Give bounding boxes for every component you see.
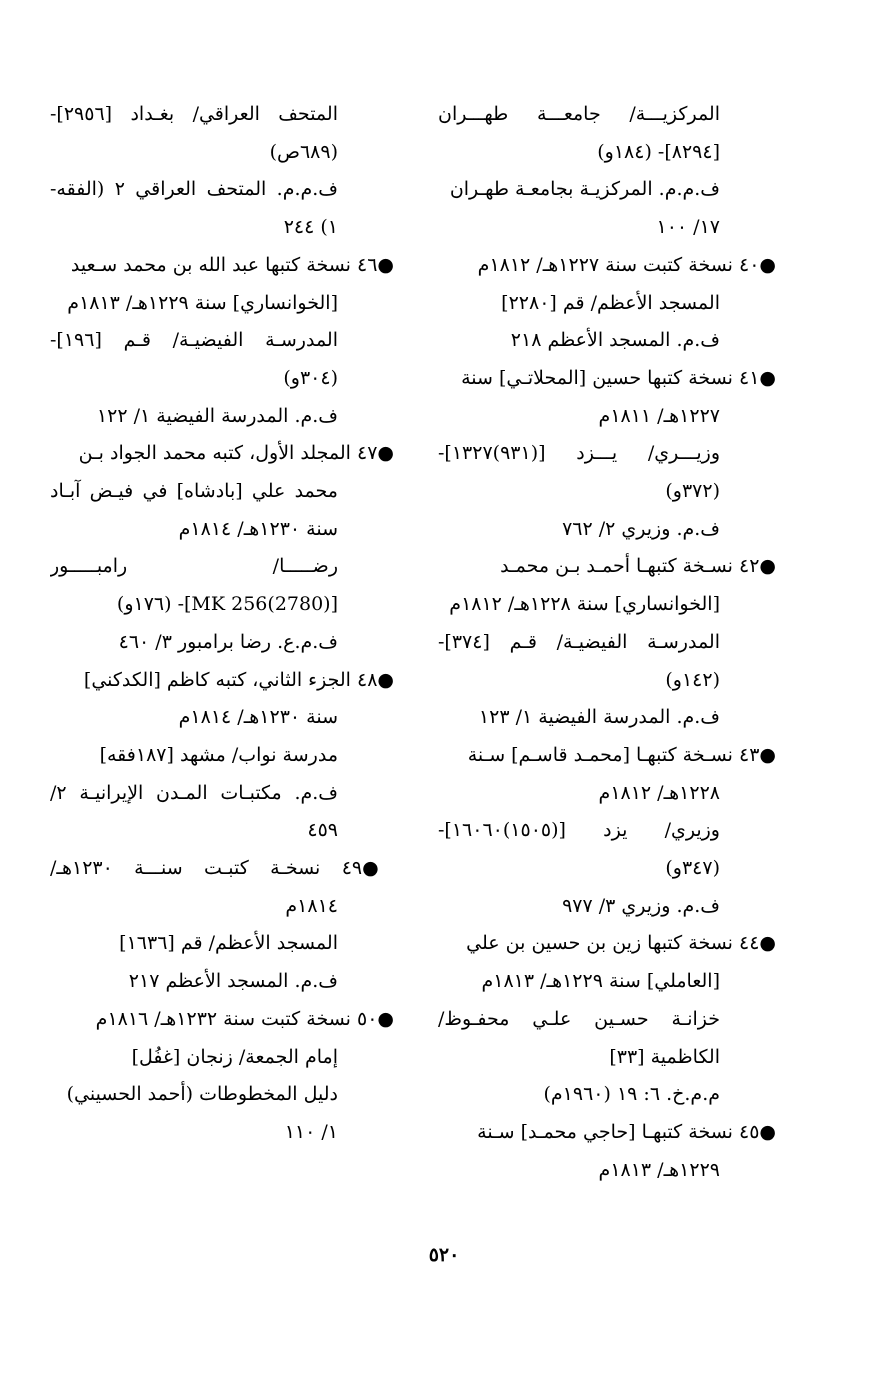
entry-line: وزيـــري/ يـــزد [(٩٣١)١٣٢٧]- [438, 442, 720, 465]
entry-line: سنة ١٢٣٠هـ/ ١٨١٤م [178, 517, 338, 540]
entry-line: ١٢٢٧هـ/ ١٨١١م [598, 404, 720, 427]
entry-line: ف.م. وزيري ٢/ ٧٦٢ [562, 517, 720, 540]
entry-line: ف.م. المدرسة الفيضية ١/ ١٢٢ [96, 404, 338, 427]
entry-line: ف.م. المسجد الأعظم ٢١٨ [510, 329, 720, 352]
entry-line: ١٢٢٨هـ/ ١٨١٢م [598, 781, 720, 804]
entry-line: [(2780)256 MK]- (١٧٦و) [116, 593, 338, 616]
entry-line: ١/ ١١٠ [284, 1120, 338, 1143]
entry-line: ف.م.م. المتحف العراقي ٢ (الفقه- [50, 178, 338, 201]
entry-line: م.م.خ. ٦: ١٩ (١٩٦٠م) [543, 1083, 720, 1106]
entry-40 [438, 247, 776, 360]
entry-line: المركزيـــة/ جامعـــة طهـــران [438, 103, 720, 125]
entry-41 [438, 360, 776, 549]
entry-line: ١٧/ ١٠٠ [656, 216, 720, 239]
entry-line: ●٤١ نسخة كتبها حسين [المحلاتـي] سنة [461, 366, 776, 389]
entry-line: ٤٥٩ [307, 819, 338, 842]
entry-line: رضـــــا/ رامبـــــور [50, 555, 338, 578]
entry-continuation [50, 96, 394, 247]
entry-line: إمام الجمعة/ زنجان [غفُل] [131, 1045, 338, 1068]
entry-line: ●٥٠ نسخة كتبت سنة ١٢٣٢هـ/ ١٨١٦م [95, 1007, 394, 1030]
entry-line: ●٤٤ نسخة كتبها زين بن حسين بن علي [466, 932, 776, 955]
entry-line: (٣٤٧و) [665, 857, 720, 880]
entry-line: ف.م. المسجد الأعظم ٢١٧ [128, 970, 338, 993]
entry-line: ف.م.م. المركزيـة بجامعـة طهـران [449, 178, 720, 201]
entry-line: ف.م. مكتبـات المـدن الإيرانيـة ٢/ [50, 781, 338, 804]
entry-continuation [438, 96, 776, 247]
entry-line: (٣٧٢و) [665, 480, 720, 503]
entry-42 [438, 548, 776, 737]
entry-line: المسجد الأعظم/ قم [١٦٣٦] [119, 932, 338, 955]
entry-line: [العاملي] سنة ١٢٢٩هـ/ ١٨١٣م [481, 970, 720, 993]
entry-line: (١٤٢و) [665, 668, 720, 691]
entry-line: المتحف العراقي/ بغـداد [٢٩٥٦]- [50, 103, 338, 125]
entry-line: المدرسـة الفيضيـة/ قـم [٣٧٤]- [438, 630, 720, 653]
entry-line: ●٤٩ نسخـة كتبـت سنـــة ١٢٣٠هـ/ [50, 857, 394, 880]
left-column [50, 96, 394, 1152]
entry-line: [الخوانساري] سنة ١٢٢٨هـ/ ١٨١٢م [449, 593, 720, 616]
entry-47 [50, 435, 394, 661]
entry-line: ١٨١٤م [285, 894, 338, 917]
entry-45 [438, 1114, 776, 1189]
entry-line: مدرسة نواب/ مشهد [١٨٧فقه] [99, 743, 338, 766]
entry-line: ١) ٢٤٤ [283, 216, 338, 239]
entry-line: خزانـة حسـين علـي محفـوظ/ [438, 1007, 720, 1030]
entry-line: ●٤٢ نسـخة كتبهـا أحمـد بـن محمـد [500, 555, 776, 578]
entry-43 [438, 737, 776, 926]
entry-line: ●٤٥ نسخة كتبهـا [حاجي محمـد] سـنة [477, 1120, 776, 1143]
entry-line: وزيري/ يزد [(١٥٠٥)١٦٠٦٠]- [438, 819, 720, 842]
entry-line: ●٤٠ نسخة كتبت سنة ١٢٢٧هـ/ ١٨١٢م [477, 253, 776, 276]
entry-line: دليل المخطوطات (أحمد الحسيني) [66, 1083, 338, 1106]
entry-line: المسجد الأعظم/ قم [٢٢٨٠] [501, 291, 720, 314]
entry-line: محمد علي [بادشاه] في فيـض آبـاد [50, 480, 338, 503]
entry-line: (٦٨٩ص) [269, 140, 338, 163]
entry-line: ف.م. وزيري ٣/ ٩٧٧ [562, 894, 720, 917]
entry-line: [الخوانساري] سنة ١٢٢٩هـ/ ١٨١٣م [67, 291, 338, 314]
entry-line: سنة ١٢٣٠هـ/ ١٨١٤م [178, 706, 338, 729]
entry-line: المدرسـة الفيضيـة/ قـم [١٩٦]- [50, 329, 338, 352]
right-column [438, 96, 776, 1189]
page-number: ٥٢٠ [428, 1244, 460, 1266]
entry-line: (٣٠٤و) [283, 366, 338, 389]
entry-48 [50, 662, 394, 851]
entry-line: ف.م.ع. رضا برامبور ٣/ ٤٦٠ [118, 630, 338, 653]
entry-line: ●٤٧ المجلد الأول، كتبه محمد الجواد بـن [78, 442, 394, 465]
entry-line: ●٤٨ الجزء الثاني، كتبه كاظم [الكدكني] [83, 668, 394, 691]
entry-line: [٨٢٩٤]- (١٨٤و) [597, 140, 720, 163]
entry-line: ف.م. المدرسة الفيضية ١/ ١٢٣ [478, 706, 720, 729]
entry-46 [50, 247, 394, 436]
entry-line: ●٤٦ نسخة كتبها عبد الله بن محمد سـعيد [70, 253, 394, 276]
entry-line: ١٢٢٩هـ/ ١٨١٣م [598, 1158, 720, 1181]
entry-50 [50, 1001, 394, 1152]
entry-49 [50, 850, 394, 1001]
entry-44 [438, 925, 776, 1114]
entry-line: ●٤٣ نسـخة كتبهـا [محمـد قاسـم] سـنة [467, 743, 776, 766]
entry-line: الكاظمية [٣٣] [609, 1045, 720, 1068]
